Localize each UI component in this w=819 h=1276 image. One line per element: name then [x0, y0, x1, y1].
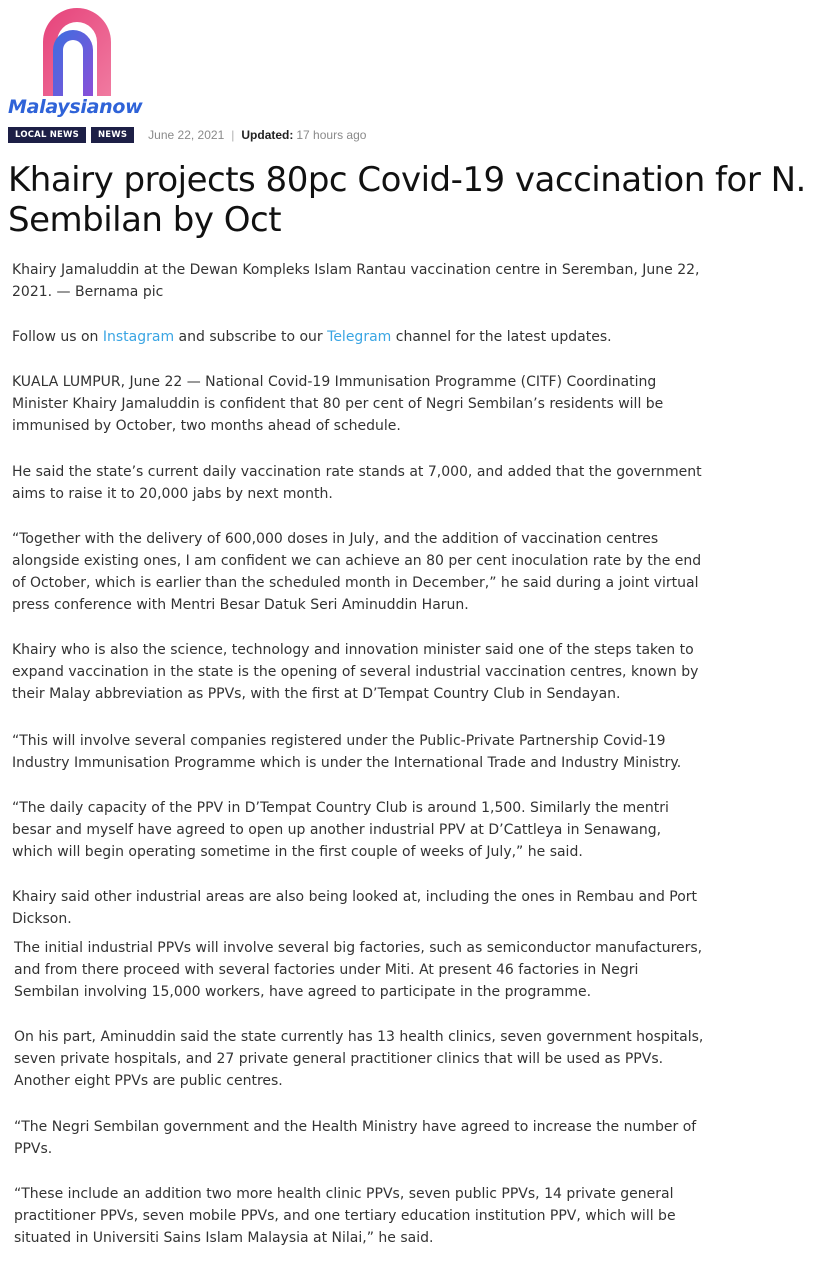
- follow-suffix: channel for the latest updates.: [391, 329, 612, 345]
- tag-news[interactable]: NEWS: [91, 127, 134, 143]
- paragraph-3: “Together with the delivery of 600,000 doses in July, and the addition of vaccination centres alongside existing ones, I am confident we can achieve an 80 per cent inoculation rate by the end of October, which is earlier than the scheduled month in December,” he said during a joint virtual press conference with Mentri Besar Datuk Seri Aminuddin Harun.: [12, 531, 702, 613]
- telegram-link[interactable]: Telegram: [327, 329, 392, 345]
- article-meta: [8, 127, 366, 143]
- follow-us-line: [12, 326, 702, 348]
- paragraph-4: Khairy who is also the science, technology and innovation minister said one of the steps taken to expand vaccination in the state is the opening of several industrial vaccination centres, known by their Malay abbreviation as PPVs, with the first at D’Tempat Country Club in Sendayan.: [12, 642, 699, 702]
- meta-separator: |: [231, 128, 235, 142]
- paragraph-8: The initial industrial PPVs will involve several big factories, such as semiconductor manufacturers, and from there proceed with several factories under Miti. At present 46 factories in Negri Sembilan involving 15,000 workers, have agreed to participate in the programme.: [14, 940, 703, 1000]
- instagram-link[interactable]: Instagram: [102, 329, 175, 345]
- logo-wordmark: Malaysianow: [8, 96, 143, 118]
- publish-date: June 22, 2021: [148, 128, 225, 142]
- paragraph-1: KUALA LUMPUR, June 22 — National Covid-19 Immunisation Programme (CITF) Coordinating Minister Khairy Jamaluddin is confident that 80 per cent of Negri Sembilan’s residents will be immunised by October, two months ahead of schedule.: [12, 374, 664, 434]
- malaysianow-logo-mark-icon: [41, 6, 113, 98]
- tag-local-news[interactable]: LOCAL NEWS: [8, 127, 86, 143]
- site-logo[interactable]: [8, 6, 148, 118]
- photo-caption: Khairy Jamaluddin at the Dewan Kompleks Islam Rantau vaccination centre in Seremban, June 22, 2021. — Bernama pic: [12, 262, 700, 300]
- paragraph-5: “This will involve several companies registered under the Public-Private Partnership Covid-19 Industry Immunisation Programme which is under the International Trade and Industry Ministry.: [12, 733, 682, 771]
- paragraph-9: On his part, Aminuddin said the state currently has 13 health clinics, seven government hospitals, seven private hospitals, and 27 private general practitioner clinics that will be used as PPVs. Another eight PPVs are public centres.: [14, 1029, 704, 1089]
- paragraph-2: He said the state’s current daily vaccination rate stands at 7,000, and added that the government aims to raise it to 20,000 jabs by next month.: [12, 464, 702, 502]
- updated-label: Updated:: [241, 128, 294, 142]
- article-title: Khairy projects 80pc Covid-19 vaccination for N. Sembilan by Oct: [8, 160, 806, 240]
- paragraph-10: “The Negri Sembilan government and the Health Ministry have agreed to increase the number of PPVs.: [14, 1119, 697, 1157]
- paragraph-11: “These include an addition two more health clinic PPVs, seven public PPVs, 14 private general practitioner PPVs, seven mobile PPVs, and one tertiary education institution PPV, which will be situated in Universiti Sains Islam Malaysia at Nilai,” he said.: [14, 1186, 676, 1246]
- paragraph-7: Khairy said other industrial areas are also being looked at, including the ones in Rembau and Port Dickson.: [12, 889, 698, 927]
- follow-prefix: Follow us on: [12, 329, 103, 345]
- follow-middle: and subscribe to our: [174, 329, 328, 345]
- paragraph-6: “The daily capacity of the PPV in D’Tempat Country Club is around 1,500. Similarly the mentri besar and myself have agreed to open up another industrial PPV at D’Cattleya in Senawang, which will begin operating sometime in the first couple of weeks of July,” he said.: [12, 800, 669, 860]
- updated-value: 17 hours ago: [296, 128, 367, 142]
